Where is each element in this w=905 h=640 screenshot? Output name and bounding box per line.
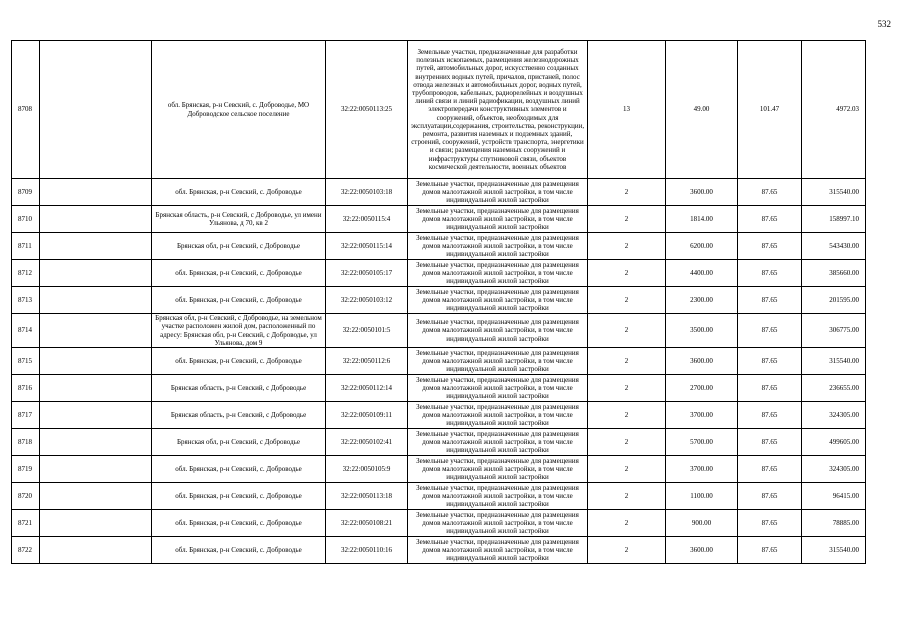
group-cell: 2 — [588, 402, 666, 429]
empty-cell — [40, 537, 152, 564]
rate-cell: 87.65 — [738, 510, 802, 537]
empty-cell — [40, 41, 152, 179]
rate-cell: 87.65 — [738, 429, 802, 456]
address-cell: Брянская обл, р-н Севский, с Доброводье — [152, 429, 326, 456]
group-cell: 2 — [588, 314, 666, 348]
land-use-cell: Земельные участки, предназначенные для размещения домов малоэтажной жилой застройки, в том числе индивидуальной жилой застройки — [408, 348, 588, 375]
row-number: 8712 — [12, 260, 40, 287]
land-use-cell: Земельные участки, предназначенные для размещения домов малоэтажной жилой застройки, в том числе индивидуальной жилой застройки — [408, 375, 588, 402]
group-cell: 2 — [588, 510, 666, 537]
group-cell: 2 — [588, 348, 666, 375]
cadastral-number-cell: 32:22:0050103:18 — [326, 179, 408, 206]
row-number: 8716 — [12, 375, 40, 402]
empty-cell — [40, 456, 152, 483]
cadastral-number-cell: 32:22:0050115:4 — [326, 206, 408, 233]
cadastral-value-cell: 315540.00 — [802, 348, 866, 375]
cadastral-number-cell: 32:22:0050109:11 — [326, 402, 408, 429]
area-cell: 2700.00 — [666, 375, 738, 402]
address-cell: обл. Брянская, р-н Севский, с. Доброводье — [152, 537, 326, 564]
land-use-cell: Земельные участки, предназначенные для разработки полезных ископаемых, размещения железнодорожных путей, автомобильных дорог, искусственно созданных внутренних водных путей, причалов, пристаней, полос отвода железных и автомобильных дорог, водных путей, трубопроводов, кабельных, радиорелейных и воздушных линий связи и линий радиофикации, воздушных линий электропередачи конструктивных элементов и сооружений, объектов, необходимых для эксплуатации,содержания, строительства, реконструкции, ремонта, развития наземных и подземных зданий, строений, сооружений, устройств транспорта, энергетики и связи; размещения наземных сооружений и инфраструктуры спутниковой связи, объектов космической деятельности, военных объектов — [408, 41, 588, 179]
cadastral-number-cell: 32:22:0050113:25 — [326, 41, 408, 179]
empty-cell — [40, 206, 152, 233]
rate-cell: 87.65 — [738, 206, 802, 233]
area-cell: 3700.00 — [666, 402, 738, 429]
area-cell: 900.00 — [666, 510, 738, 537]
area-cell: 2300.00 — [666, 287, 738, 314]
group-cell: 2 — [588, 537, 666, 564]
table-row — [12, 429, 866, 456]
address-cell: Брянская обл, р-н Севский, с Доброводье, на земельном участке расположен жилой дом, расположенный по адресу: Брянская обл, р-н Севский, с Доброводье, ул Ульянова, дом 9 — [152, 314, 326, 348]
table-row — [12, 314, 866, 348]
rate-cell: 87.65 — [738, 483, 802, 510]
address-cell: Брянская область, р-н Севский, с Доброводье — [152, 402, 326, 429]
cadastral-value-cell: 201595.00 — [802, 287, 866, 314]
cadastral-number-cell: 32:22:0050105:9 — [326, 456, 408, 483]
row-number: 8718 — [12, 429, 40, 456]
area-cell: 6200.00 — [666, 233, 738, 260]
land-use-cell: Земельные участки, предназначенные для размещения домов малоэтажной жилой застройки, в том числе индивидуальной жилой застройки — [408, 260, 588, 287]
empty-cell — [40, 287, 152, 314]
row-number: 8722 — [12, 537, 40, 564]
land-use-cell: Земельные участки, предназначенные для размещения домов малоэтажной жилой застройки, в том числе индивидуальной жилой застройки — [408, 179, 588, 206]
empty-cell — [40, 314, 152, 348]
table-row — [12, 233, 866, 260]
row-number: 8710 — [12, 206, 40, 233]
area-cell: 49.00 — [666, 41, 738, 179]
area-cell: 3500.00 — [666, 314, 738, 348]
table-row — [12, 483, 866, 510]
land-use-cell: Земельные участки, предназначенные для размещения домов малоэтажной жилой застройки, в том числе индивидуальной жилой застройки — [408, 429, 588, 456]
address-cell: обл. Брянская, р-н Севский, с. Доброводье — [152, 348, 326, 375]
cadastral-value-cell: 306775.00 — [802, 314, 866, 348]
row-number: 8719 — [12, 456, 40, 483]
cadastral-number-cell: 32:22:0050105:17 — [326, 260, 408, 287]
area-cell: 3600.00 — [666, 348, 738, 375]
empty-cell — [40, 348, 152, 375]
land-use-cell: Земельные участки, предназначенные для размещения домов малоэтажной жилой застройки, в том числе индивидуальной жилой застройки — [408, 314, 588, 348]
table-row — [12, 206, 866, 233]
empty-cell — [40, 179, 152, 206]
rate-cell: 87.65 — [738, 375, 802, 402]
rate-cell: 87.65 — [738, 260, 802, 287]
row-number: 8708 — [12, 41, 40, 179]
row-number: 8709 — [12, 179, 40, 206]
cadastral-value-cell: 236655.00 — [802, 375, 866, 402]
group-cell: 2 — [588, 287, 666, 314]
table-row — [12, 179, 866, 206]
group-cell: 2 — [588, 456, 666, 483]
cadastral-number-cell: 32:22:0050101:5 — [326, 314, 408, 348]
group-cell: 2 — [588, 179, 666, 206]
row-number: 8713 — [12, 287, 40, 314]
table-row — [12, 260, 866, 287]
group-cell: 2 — [588, 483, 666, 510]
empty-cell — [40, 483, 152, 510]
cadastral-number-cell: 32:22:0050103:12 — [326, 287, 408, 314]
address-cell: обл. Брянская, р-н Севский, с. Доброводье — [152, 483, 326, 510]
cadastral-value-cell: 4972.03 — [802, 41, 866, 179]
cadastral-number-cell: 32:22:0050112:6 — [326, 348, 408, 375]
cadastral-value-cell: 324305.00 — [802, 402, 866, 429]
cadastral-value-cell: 315540.00 — [802, 179, 866, 206]
table-row — [12, 41, 866, 179]
land-use-cell: Земельные участки, предназначенные для размещения домов малоэтажной жилой застройки, в том числе индивидуальной жилой застройки — [408, 537, 588, 564]
address-cell: Брянская область, р-н Севский, с Доброводье, ул имени Ульянова, д 70, кв 2 — [152, 206, 326, 233]
land-use-cell: Земельные участки, предназначенные для размещения домов малоэтажной жилой застройки, в том числе индивидуальной жилой застройки — [408, 402, 588, 429]
area-cell: 5700.00 — [666, 429, 738, 456]
group-cell: 2 — [588, 260, 666, 287]
address-cell: обл. Брянская, р-н Севский, с. Доброводье — [152, 260, 326, 287]
empty-cell — [40, 375, 152, 402]
cadastral-number-cell: 32:22:0050108:21 — [326, 510, 408, 537]
table-row — [12, 375, 866, 402]
rate-cell: 87.65 — [738, 314, 802, 348]
land-use-cell: Земельные участки, предназначенные для размещения домов малоэтажной жилой застройки, в том числе индивидуальной жилой застройки — [408, 287, 588, 314]
area-cell: 3600.00 — [666, 179, 738, 206]
address-cell: Брянская область, р-н Севский, с Доброводье — [152, 375, 326, 402]
land-use-cell: Земельные участки, предназначенные для размещения домов малоэтажной жилой застройки, в том числе индивидуальной жилой застройки — [408, 233, 588, 260]
area-cell: 3700.00 — [666, 456, 738, 483]
cadastral-value-cell: 385660.00 — [802, 260, 866, 287]
cadastral-value-cell: 158997.10 — [802, 206, 866, 233]
empty-cell — [40, 260, 152, 287]
rate-cell: 101.47 — [738, 41, 802, 179]
empty-cell — [40, 402, 152, 429]
cadastral-value-cell: 499605.00 — [802, 429, 866, 456]
page-number: 532 — [877, 19, 891, 29]
area-cell: 1814.00 — [666, 206, 738, 233]
empty-cell — [40, 429, 152, 456]
cadastral-number-cell: 32:22:0050110:16 — [326, 537, 408, 564]
land-use-cell: Земельные участки, предназначенные для размещения домов малоэтажной жилой застройки, в том числе индивидуальной жилой застройки — [408, 206, 588, 233]
cadastral-value-cell: 543430.00 — [802, 233, 866, 260]
rate-cell: 87.65 — [738, 287, 802, 314]
address-cell: обл. Брянская, р-н Севский, с. Доброводье, МО Доброводское сельское поселение — [152, 41, 326, 179]
land-use-cell: Земельные участки, предназначенные для размещения домов малоэтажной жилой застройки, в том числе индивидуальной жилой застройки — [408, 456, 588, 483]
cadastral-number-cell: 32:22:0050102:41 — [326, 429, 408, 456]
cadastral-value-table — [11, 40, 866, 564]
rate-cell: 87.65 — [738, 233, 802, 260]
address-cell: обл. Брянская, р-н Севский, с. Доброводье — [152, 456, 326, 483]
table-row — [12, 510, 866, 537]
row-number: 8714 — [12, 314, 40, 348]
group-cell: 2 — [588, 233, 666, 260]
rate-cell: 87.65 — [738, 348, 802, 375]
group-cell: 2 — [588, 206, 666, 233]
area-cell: 3600.00 — [666, 537, 738, 564]
cadastral-number-cell: 32:22:0050113:18 — [326, 483, 408, 510]
row-number: 8720 — [12, 483, 40, 510]
rate-cell: 87.65 — [738, 402, 802, 429]
row-number: 8711 — [12, 233, 40, 260]
area-cell: 1100.00 — [666, 483, 738, 510]
address-cell: обл. Брянская, р-н Севский, с. Доброводье — [152, 179, 326, 206]
table-row — [12, 402, 866, 429]
row-number: 8721 — [12, 510, 40, 537]
table-row — [12, 456, 866, 483]
rate-cell: 87.65 — [738, 537, 802, 564]
table-row — [12, 287, 866, 314]
cadastral-number-cell: 32:22:0050115:14 — [326, 233, 408, 260]
group-cell: 13 — [588, 41, 666, 179]
area-cell: 4400.00 — [666, 260, 738, 287]
cadastral-value-cell: 78885.00 — [802, 510, 866, 537]
group-cell: 2 — [588, 429, 666, 456]
address-cell: обл. Брянская, р-н Севский, с. Доброводье — [152, 287, 326, 314]
land-use-cell: Земельные участки, предназначенные для размещения домов малоэтажной жилой застройки, в том числе индивидуальной жилой застройки — [408, 510, 588, 537]
empty-cell — [40, 510, 152, 537]
table-row — [12, 537, 866, 564]
row-number: 8717 — [12, 402, 40, 429]
cadastral-value-cell: 96415.00 — [802, 483, 866, 510]
cadastral-value-cell: 324305.00 — [802, 456, 866, 483]
table-row — [12, 348, 866, 375]
cadastral-number-cell: 32:22:0050112:14 — [326, 375, 408, 402]
rate-cell: 87.65 — [738, 179, 802, 206]
group-cell: 2 — [588, 375, 666, 402]
address-cell: обл. Брянская, р-н Севский, с. Доброводье — [152, 510, 326, 537]
empty-cell — [40, 233, 152, 260]
address-cell: Брянская обл, р-н Севский, с Доброводье — [152, 233, 326, 260]
land-use-cell: Земельные участки, предназначенные для размещения домов малоэтажной жилой застройки, в том числе индивидуальной жилой застройки — [408, 483, 588, 510]
rate-cell: 87.65 — [738, 456, 802, 483]
row-number: 8715 — [12, 348, 40, 375]
cadastral-value-cell: 315540.00 — [802, 537, 866, 564]
